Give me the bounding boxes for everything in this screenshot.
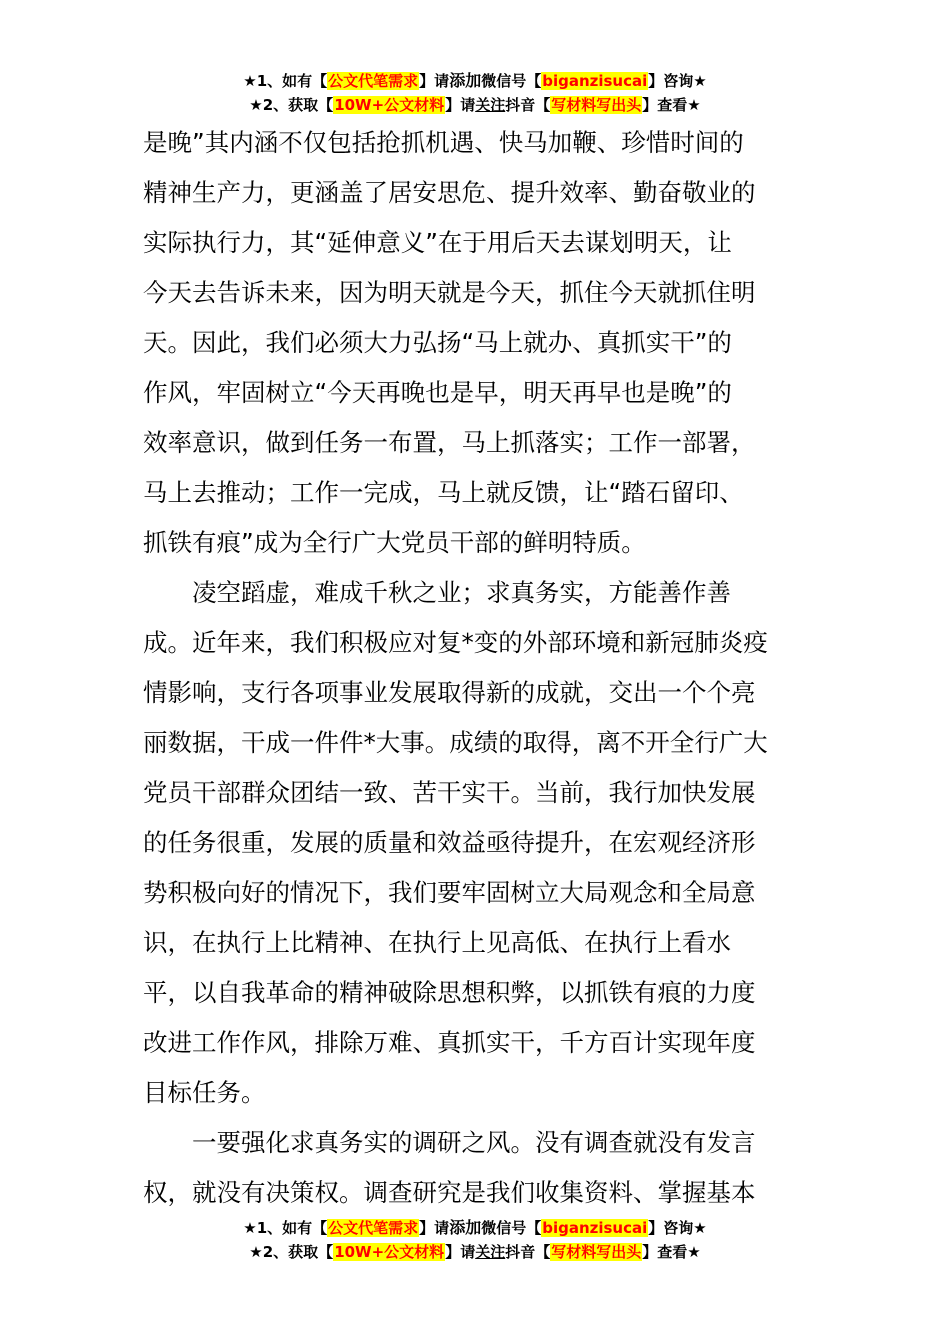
body-line: 今天去告诉未来，因为明天就是今天，抓住今天就抓住明 [143,278,756,307]
body-line: 实际执行力，其“延伸意义”在于用后天去谋划明天，让 [143,228,732,257]
highlight-douyin-account: 写材料写出头 [551,1243,642,1261]
body-line: 丽数据，干成一件件*大事。成绩的取得，离不开全行广大 [143,728,768,757]
body-line: 权，就没有决策权。调查研究是我们收集资料、掌握基本 [143,1178,756,1207]
highlight-materials: 10W+公文材料 [334,1243,445,1261]
footer-banner [0,1217,950,1265]
highlight-douyin-account: 写材料写出头 [551,96,642,114]
body-line: 马上去推动；工作一完成，马上就反馈，让“踏石留印、 [143,478,744,507]
document-body [143,118,809,1218]
highlight-wechat-id: biganzisucai [542,1219,648,1237]
body-line: 作风，牢固树立“今天再晚也是早，明天再早也是晚”的 [143,378,732,407]
body-line: 抓铁有痕”成为全行广大党员干部的鲜明特质。 [143,528,646,557]
highlight-materials: 10W+公文材料 [334,96,445,114]
body-line: 精神生产力，更涵盖了居安思危、提升效率、勤奋敬业的 [143,178,756,207]
body-line: 情影响，支行各项事业发展取得新的成就，交出一个个亮 [143,678,756,707]
body-line: 的任务很重，发展的质量和效益亟待提升，在宏观经济形 [143,828,756,857]
highlight-ghostwriting: 公文代笔需求 [328,72,419,90]
body-line: 一要强化求真务实的调研之风。没有调查就没有发言 [143,1128,756,1157]
body-line: 党员干部群众团结一致、苦干实干。当前，我行加快发展 [143,778,756,807]
body-line: 目标任务。 [143,1078,266,1107]
body-line: 势积极向好的情况下，我们要牢固树立大局观念和全局意 [143,878,756,907]
header-banner-line-2: ★2、获取【10W+公文材料】请关注抖音【写材料写出头】查看★ [249,96,701,114]
body-line: 效率意识，做到任务一布置，马上抓落实；工作一部署， [143,428,756,457]
body-line: 识，在执行上比精神、在执行上见高低、在执行上看水 [143,928,731,957]
body-line: 成。近年来，我们积极应对复*变的外部环境和新冠肺炎疫 [143,628,768,657]
body-line: 平，以自我革命的精神破除思想积弊，以抓铁有痕的力度 [143,978,756,1007]
body-line: 是晚”其内涵不仅包括抢抓机遇、快马加鞭、珍惜时间的 [143,128,744,157]
body-line: 凌空蹈虚，难成千秋之业；求真务实，方能善作善 [143,578,731,607]
header-banner-line-1: ★1、如有【公文代笔需求】请添加微信号【biganzisucai】咨询★ [243,71,707,90]
body-line: 改进工作作风，排除万难、真抓实干，千方百计实现年度 [143,1028,756,1057]
highlight-ghostwriting: 公文代笔需求 [328,1219,419,1237]
footer-banner-line-1: ★1、如有【公文代笔需求】请添加微信号【biganzisucai】咨询★ [243,1218,707,1237]
highlight-wechat-id: biganzisucai [542,72,648,90]
body-line: 天。因此，我们必须大力弘扬“马上就办、真抓实干”的 [143,328,732,357]
header-banner [0,70,950,118]
footer-banner-line-2: ★2、获取【10W+公文材料】请关注抖音【写材料写出头】查看★ [249,1243,701,1261]
